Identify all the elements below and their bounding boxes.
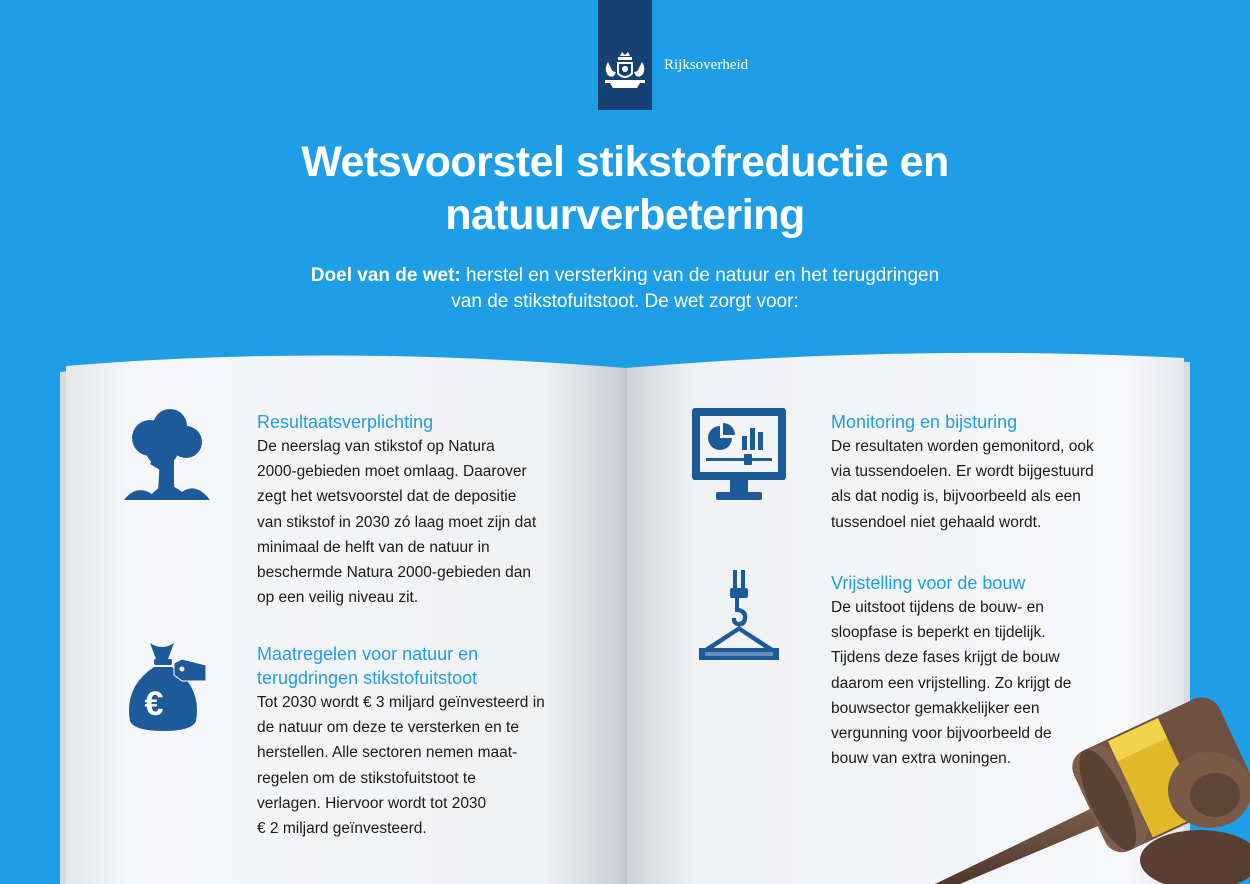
section-monitoring (831, 410, 1151, 535)
crane-hook-icon (697, 568, 781, 662)
body-line: De uitstoot tijdens de bouw- en (831, 599, 1044, 616)
body-line: bouwsector gemakkelijker een (831, 699, 1040, 717)
body-line: zegt het wetsvoorstel dat de depositie (257, 488, 517, 506)
goal-label: Doel van de wet: (310, 265, 461, 286)
body-line: de natuur om deze te versterken en te (257, 719, 519, 737)
section-title: Resultaatsverplichting (257, 412, 434, 432)
body-line: De neerslag van stikstof op Natura (257, 438, 495, 455)
body-line: als dat nodig is, bijvoorbeeld als een (831, 488, 1081, 506)
body-line: herstellen. Alle sectoren nemen maat- (257, 744, 518, 762)
body-line: op een veilig niveau zit. (257, 589, 419, 607)
brand-name: Rijksoverheid (664, 57, 749, 73)
body-line: 2000-gebieden moet omlaag. Daarover (257, 463, 527, 481)
body-line: bouw van extra woningen. (831, 750, 1012, 768)
body-line: daarom een vrijstelling. Zo krijgt de (831, 674, 1072, 692)
money-bag-icon (124, 641, 210, 733)
body-line: verlagen. Hiervoor wordt tot 2030 (257, 794, 487, 812)
body-line: Tijdens deze fases krijgt de bouw (831, 649, 1060, 667)
title-line: Maatregelen voor natuur en (257, 644, 479, 664)
body-line: regelen om de stikstofuitstoot te (257, 769, 476, 787)
title-line-1: Wetsvoorstel stikstofreductie en (301, 138, 949, 186)
section-body (831, 434, 1151, 535)
tree-icon (122, 408, 212, 502)
monitor-chart-icon (692, 408, 786, 502)
body-line: € 2 miljard geïnvesteerd. (257, 820, 427, 838)
title-line: terugdringen stikstofuitstoot (257, 668, 478, 688)
section-body (831, 595, 1151, 771)
body-line: sloopfase is beperkt en tijdelijk. (831, 624, 1046, 642)
section-maatregelen (257, 642, 577, 841)
section-title: Monitoring en bijsturing (831, 412, 1018, 432)
body-line: van stikstof in 2030 zó laag moet zijn dat (257, 513, 537, 531)
body-line: minimaal de helft van de natuur in (257, 538, 490, 556)
body-line: De resultaten worden gemonitord, ook (831, 438, 1094, 455)
body-line: via tussendoelen. Er wordt bijgestuurd (831, 463, 1094, 481)
body-line: tussendoel niet gehaald wordt. (831, 513, 1042, 531)
section-vrijstelling-bouw (831, 571, 1151, 771)
section-resultaatsverplichting (257, 410, 577, 610)
section-title (257, 642, 577, 690)
section-body (257, 434, 577, 610)
goal-description: herstel en versterking van de natuur en het terugdringen van de stikstofuitstoot. De wet zorgt voor: (451, 265, 940, 312)
section-body (257, 690, 577, 841)
svg-text:€: € (144, 685, 164, 723)
title-line-2: natuurverbetering (445, 191, 805, 239)
body-line: Tot 2030 wordt € 3 miljard geïnvesteerd in (257, 694, 545, 711)
body-line: vergunning voor bijvoorbeeld de (831, 725, 1052, 743)
body-line: beschermde Natura 2000-gebieden dan (257, 564, 532, 582)
section-title: Vrijstelling voor de bouw (831, 573, 1026, 593)
